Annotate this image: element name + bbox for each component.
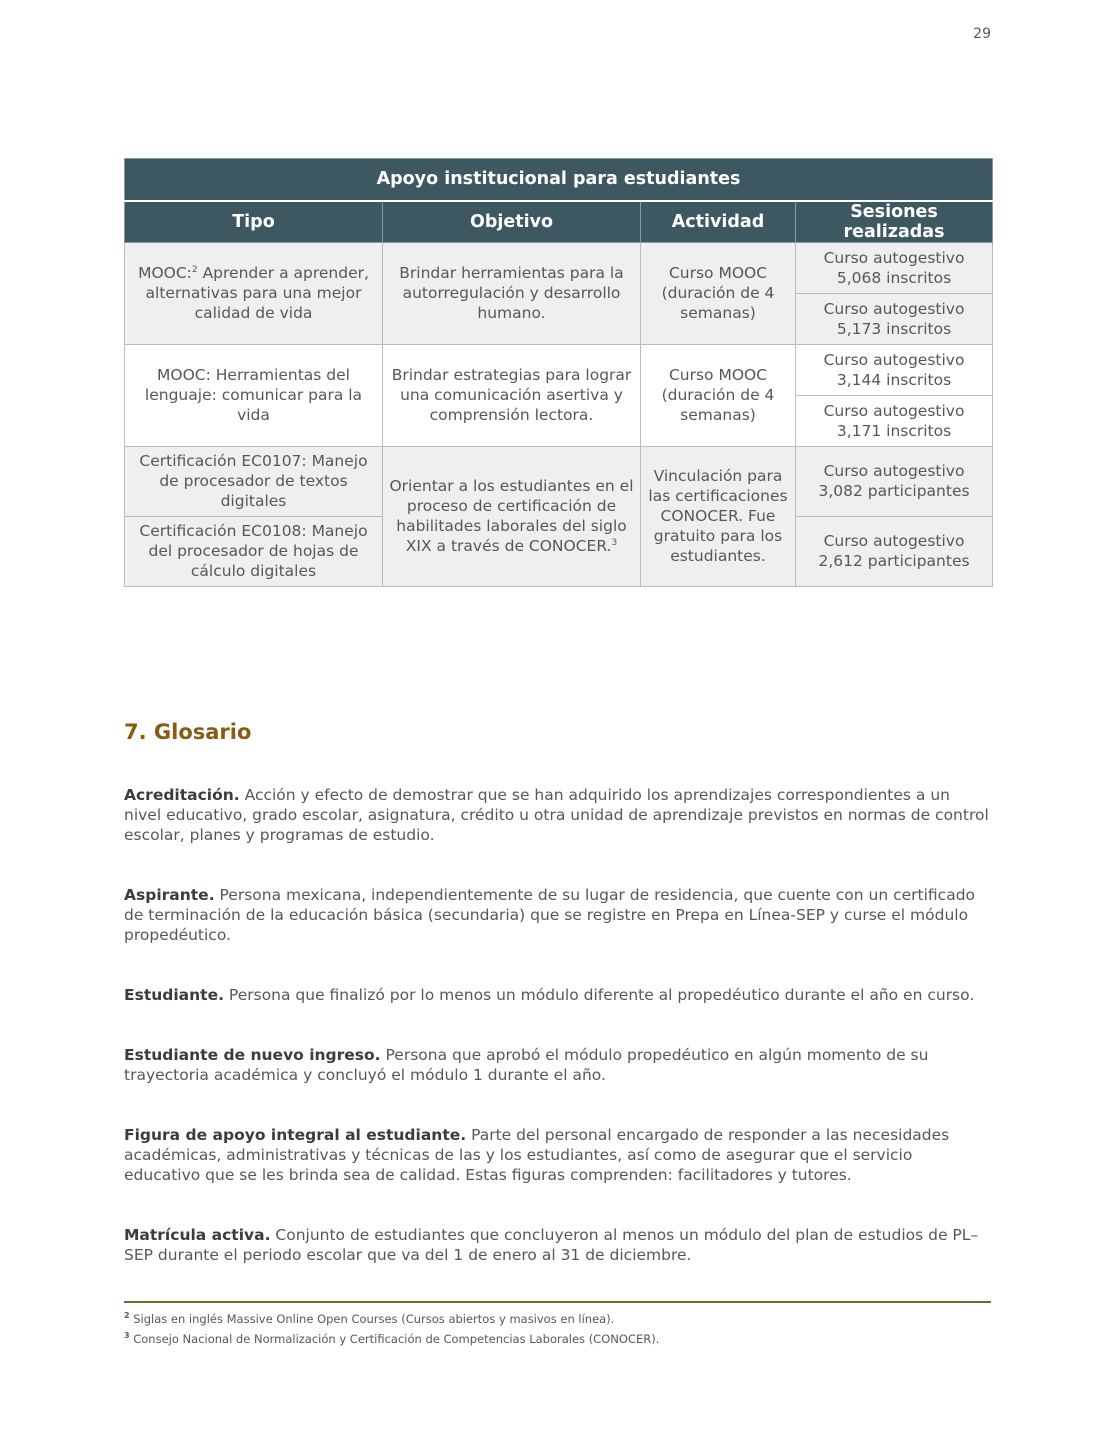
glossary-definition: Persona que aprobó el módulo propedéutico en algún momento de su trayectoria académica y concluyó el módulo 1 durante el año.	[124, 1046, 929, 1084]
footnote-ref-2: 2	[191, 264, 198, 275]
cell-objetivo: Brindar estrategias para lograr una comunicación asertiva y comprensión lectora.	[383, 344, 641, 446]
glossary-entry	[124, 1045, 992, 1085]
footnote-text: Consejo Nacional de Normalización y Certificación de Competencias Laborales (CONOCER).	[129, 1332, 660, 1346]
cell-tipo: Certificación EC0108: Manejo del procesador de hojas de cálculo digitales	[125, 516, 383, 586]
cell-objetivo: Brindar herramientas para la autorregulación y desarrollo humano.	[383, 242, 641, 344]
footnote-mark: 2	[124, 1311, 130, 1321]
glossary-term: Estudiante.	[124, 986, 224, 1004]
header-objetivo: Objetivo	[383, 201, 641, 243]
cell-actividad: Curso MOOC (duración de 4 semanas)	[641, 242, 796, 344]
cell-tipo-text-rest: Aprender a aprender, alternativas para una mejor calidad de vida	[145, 264, 369, 322]
glossary-definition: Persona que finalizó por lo menos un módulo diferente al propedéutico durante el año en curso.	[223, 986, 975, 1004]
glossary-term: Aspirante.	[124, 886, 215, 904]
header-sesiones: Sesiones realizadas	[796, 201, 993, 243]
footnote-text: Siglas en inglés Massive Online Open Courses (Cursos abiertos y masivos en línea).	[129, 1312, 615, 1326]
cell-tipo-text: MOOC:	[138, 264, 192, 282]
section-title: 7. Glosario	[124, 720, 252, 744]
glossary-entry	[124, 885, 992, 945]
table-title-row	[125, 159, 993, 201]
cell-tipo: Certificación EC0107: Manejo de procesador de textos digitales	[125, 446, 383, 516]
table-header-row	[125, 201, 993, 243]
cell-sesion: Curso autogestivo 5,173 inscritos	[796, 293, 993, 344]
table-title: Apoyo institucional para estudiantes	[125, 159, 993, 201]
table-row	[125, 446, 993, 516]
footnote-mark: 3	[124, 1331, 130, 1341]
footnote	[124, 1329, 992, 1349]
glossary-definition: Persona mexicana, independientemente de su lugar de residencia, que cuente con un certificado de terminación de la educación básica (secundaria) que se registre en Prepa en Línea-SEP y curse el módulo propedéutico.	[124, 886, 976, 944]
cell-sesion: Curso autogestivo 2,612 participantes	[796, 516, 993, 586]
table-row	[125, 344, 993, 395]
header-actividad: Actividad	[641, 201, 796, 243]
cell-objetivo	[383, 446, 641, 586]
glossary-definition: Parte del personal encargado de responder a las necesidades académicas, administrativas y técnicas de las y los estudiantes, así como de asegurar que el servicio educativo que se les brinda sea de calidad. Estas figuras comprenden: facilitadores y tutores.	[124, 1126, 950, 1184]
glossary-entry	[124, 785, 992, 845]
footnote-ref-3: 3	[611, 537, 618, 548]
glossary-list	[124, 785, 992, 1265]
footnote-divider	[124, 1301, 991, 1303]
glossary-definition: Conjunto de estudiantes que concluyeron al menos un módulo del plan de estudios de PL–SEP durante el periodo escolar que va del 1 de enero al 31 de diciembre.	[124, 1226, 979, 1264]
cell-actividad: Vinculación para las certificaciones CONOCER. Fue gratuito para los estudiantes.	[641, 446, 796, 586]
cell-sesion: Curso autogestivo 3,144 inscritos	[796, 344, 993, 395]
cell-sesion: Curso autogestivo 3,082 participantes	[796, 446, 993, 516]
footnotes	[124, 1309, 992, 1349]
glossary-term: Estudiante de nuevo ingreso.	[124, 1046, 381, 1064]
glossary-term: Matrícula activa.	[124, 1226, 271, 1244]
footnote	[124, 1309, 992, 1329]
cell-tipo: MOOC: Herramientas del lenguaje: comunicar para la vida	[125, 344, 383, 446]
cell-sesion: Curso autogestivo 5,068 inscritos	[796, 242, 993, 293]
cell-objetivo-text: Orientar a los estudiantes en el proceso de certificación de habilitades laborales del siglo XIX a través de CONOCER.	[389, 477, 634, 555]
table-row	[125, 242, 993, 293]
support-table	[124, 158, 993, 587]
glossary-term: Figura de apoyo integral al estudiante.	[124, 1126, 467, 1144]
glossary-entry	[124, 1125, 992, 1185]
page-number: 29	[973, 26, 991, 42]
cell-sesion: Curso autogestivo 3,171 inscritos	[796, 395, 993, 446]
glossary-term: Acreditación.	[124, 786, 240, 804]
glossary-entry	[124, 1225, 992, 1265]
cell-tipo	[125, 242, 383, 344]
cell-actividad: Curso MOOC (duración de 4 semanas)	[641, 344, 796, 446]
glossary-definition: Acción y efecto de demostrar que se han adquirido los aprendizajes correspondientes a un nivel educativo, grado escolar, asignatura, crédito u otra unidad de aprendizaje previstos en normas de control escolar, planes y programas de estudio.	[124, 786, 989, 844]
header-tipo: Tipo	[125, 201, 383, 243]
glossary-entry	[124, 985, 992, 1005]
